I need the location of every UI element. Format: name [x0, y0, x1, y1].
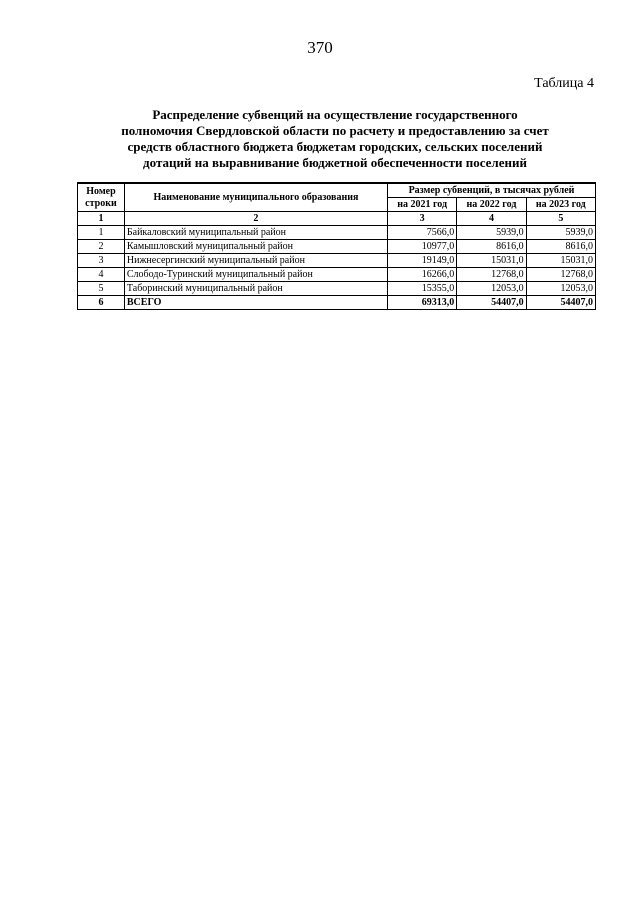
amount-2022-cell: 12768,0 [457, 268, 526, 282]
amount-2021-cell: 10977,0 [387, 240, 456, 254]
table-row [78, 282, 596, 296]
subsidy-table [77, 182, 596, 310]
header-year-2022: на 2022 год [457, 198, 526, 212]
header-year-2023: на 2023 год [526, 198, 595, 212]
municipality-name-cell: Байкаловский муниципальный район [124, 226, 387, 240]
amount-2022-cell: 5939,0 [457, 226, 526, 240]
amount-2022-cell: 8616,0 [457, 240, 526, 254]
table-row [78, 268, 596, 282]
column-number: 2 [124, 212, 387, 226]
total-2022-cell: 54407,0 [457, 296, 526, 310]
table-row [78, 226, 596, 240]
amount-2021-cell: 7566,0 [387, 226, 456, 240]
column-number: 1 [78, 212, 125, 226]
row-number-cell: 6 [78, 296, 125, 310]
page-number: 370 [307, 38, 333, 57]
amount-2021-cell: 16266,0 [387, 268, 456, 282]
table-label: Таблица 4 [534, 76, 594, 91]
row-number-cell: 1 [78, 226, 125, 240]
table-row [78, 254, 596, 268]
amount-2023-cell: 12768,0 [526, 268, 595, 282]
header-amount-group: Размер субвенций, в тысячах рублей [387, 183, 595, 198]
title-line: полномочия Свердловской области по расчету и предоставлению за счет [121, 123, 549, 138]
total-row [78, 296, 596, 310]
municipality-name-cell: Нижнесергинский муниципальный район [124, 254, 387, 268]
amount-2023-cell: 5939,0 [526, 226, 595, 240]
amount-2023-cell: 12053,0 [526, 282, 595, 296]
amount-2022-cell: 12053,0 [457, 282, 526, 296]
row-number-cell: 2 [78, 240, 125, 254]
amount-2021-cell: 19149,0 [387, 254, 456, 268]
amount-2023-cell: 15031,0 [526, 254, 595, 268]
table-row [78, 240, 596, 254]
total-2021-cell: 69313,0 [387, 296, 456, 310]
row-number-cell: 3 [78, 254, 125, 268]
column-number: 5 [526, 212, 595, 226]
row-number-cell: 5 [78, 282, 125, 296]
amount-2022-cell: 15031,0 [457, 254, 526, 268]
title-line: средств областного бюджета бюджетам городских, сельских поселений [127, 139, 543, 154]
amount-2021-cell: 15355,0 [387, 282, 456, 296]
title-line: дотаций на выравнивание бюджетной обеспеченности поселений [143, 155, 527, 170]
column-number: 4 [457, 212, 526, 226]
title-line: Распределение субвенций на осуществление государственного [152, 107, 518, 122]
header-name: Наименование муниципального образования [124, 183, 387, 212]
document-title [90, 107, 580, 171]
column-number: 3 [387, 212, 456, 226]
total-2023-cell: 54407,0 [526, 296, 595, 310]
total-label-cell: ВСЕГО [124, 296, 387, 310]
municipality-name-cell: Слободо-Туринский муниципальный район [124, 268, 387, 282]
header-row-number: Номер строки [78, 183, 125, 212]
municipality-name-cell: Камышловский муниципальный район [124, 240, 387, 254]
amount-2023-cell: 8616,0 [526, 240, 595, 254]
row-number-cell: 4 [78, 268, 125, 282]
municipality-name-cell: Таборинский муниципальный район [124, 282, 387, 296]
header-year-2021: на 2021 год [387, 198, 456, 212]
